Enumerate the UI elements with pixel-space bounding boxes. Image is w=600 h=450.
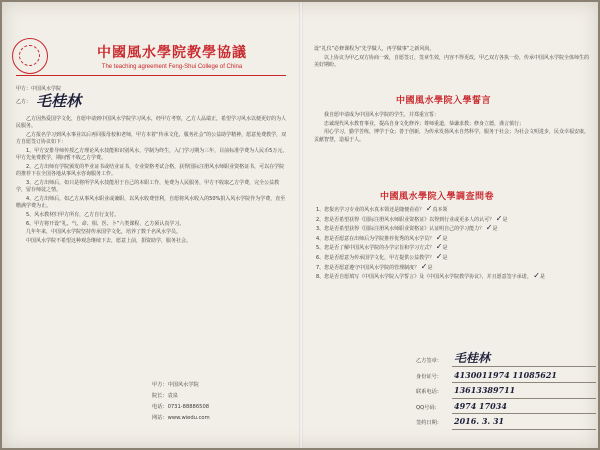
clause: 2、乙方出师有学院颁发的毕业证书或结业证书，专业资格考试合格，获得国际注册风水师职业资格证书，可以在学院的推荐下在全国各地从事风水咨询服务工作。 (16, 164, 285, 178)
checkmark-icon: ✓ (533, 272, 540, 281)
survey-answer: 是 (442, 254, 448, 261)
clause: 中国风水学院不希望这种观念继续下去，愿意上前，捐资助学，服务社会。 (26, 237, 192, 244)
survey-question: 1、您报名学习专业的风水真本领还是随便看看？ ✓真本领 (316, 205, 448, 213)
qq-number: 4974 17034 (452, 400, 596, 415)
oath-body: 我自愿申请成为中国风水学院的学生，并郑重宣誓： 忠诚现代风水教育事业，提高自身文化修养；尊师重道，恭谦求教；修身立德，谨言慎行； 用心学习，勤学苦练，博学于众；善于创新，为传承发扬风水自然科学，服务于社会；为社会文明进步，民众幸福安康，贡献智慧，造福于人。 (314, 112, 590, 143)
survey-answer: 是 (427, 264, 433, 271)
clause: 5、风水教材归甲方所有，乙方自行支付。 (26, 212, 120, 218)
checkmark-icon: ✓ (425, 205, 433, 213)
survey-question: 3、您是否希望获得《国际注册风水师职业资格证》认证明自己的学习能力？ ✓是 (316, 224, 498, 233)
survey-question: 7、您是否愿意遵守中国风水学院的管理制度？ ✓是 (316, 262, 433, 271)
survey-question: 6、您是否愿意为传承国学文化，甲方提供公益教学？ ✓是 (316, 252, 448, 261)
agreement-continuation: 设“礼仪”必修课程为“先学做人，再学做事”之新风尚。 以上协议为甲乙双方协商一致，自愿签订，签章生效，内容不得更改，甲乙双方各执一份，传承中国风水学院全体师生的美好期盼。 (314, 46, 590, 68)
survey-answer: 是 (442, 245, 448, 252)
party-a-name: 中国风水学院 (167, 382, 199, 388)
survey-answer: 是 (502, 216, 508, 223)
party-a-footer: 甲方：中国风水学院 院长：袁泉 电话：0731-88886508 网站：www.wiedu.com (152, 382, 210, 421)
right-page (304, 2, 598, 448)
clause: 6、甲方将开设“礼、气、命、相、医、卜”六类课程，乙方须认真学习。 (26, 220, 185, 227)
checkmark-icon: ✓ (485, 224, 493, 233)
sign-name-row: 乙方签章： 毛桂林 (416, 352, 596, 369)
survey-questions (316, 205, 591, 282)
left-page (2, 2, 298, 448)
clause: 几年年来，中国风水学院坚持传承国学文化，培养了数千名风水学员。 (26, 229, 182, 236)
survey-answer: 是 (442, 235, 448, 242)
checkmark-icon: ✓ (435, 243, 443, 252)
oath-title: 中國風水學院入學誓言 (396, 96, 492, 106)
page-fold (299, 2, 303, 448)
college-phone: 0731-88886508 (167, 404, 210, 410)
sign-id-row: 身份证号： 4130011974 11085621 (416, 369, 596, 385)
checkmark-icon: ✓ (435, 252, 443, 261)
party-b-signature-block (416, 352, 596, 431)
survey-answer: 真本领 (432, 207, 448, 213)
agreement-title: 中國風水學院教學協議 (97, 45, 247, 61)
party-a-line: 甲方：中国风水学院 (16, 86, 62, 92)
sign-date-row: 签约日期： 2016. 3. 31 (416, 415, 596, 431)
signature-name: 毛桂林 (452, 352, 596, 367)
sign-phone-row: 联系电话： 13613389711 (416, 384, 596, 400)
sign-qq-row: QQ号码： 4974 17034 (416, 400, 596, 416)
intro-paragraph: 乙方报名学习到风水事业以后再回报母校和老师，甲方本着“传承文化，服务社会”的公益助学精神，愿意免费教学，双方自愿签订协议如下： (16, 132, 287, 146)
phone-number: 13613389711 (452, 384, 596, 399)
survey-question: 8、您是否自愿填写《中国风水学院入学誓言》及《中国风水学院教学协议》，并且愿意签字承诺。 ✓是 (316, 272, 545, 281)
clause: 4、乙方出师后，如乙方从事风水职业或兼职，以风水收费营利，自愿将风水收入的50%捐入风水学院作为学费，直至缴满学费为止。 (16, 196, 286, 210)
survey-question: 5、您是否了解中国风水学院的办学宗旨和学习方式？ ✓是 (316, 243, 448, 252)
college-logo-icon (12, 38, 48, 74)
survey-title: 中國風水學院入學調查問卷 (380, 192, 495, 202)
survey-answer: 是 (492, 226, 498, 233)
clause: 1、甲方安排导师传授乙方理论风水技能和识别风水，学制为终生，入门学习期为三年，目前标准学费为人民币5万元，甲方先免费教学，期间暂不收乙方学费。 (16, 148, 288, 162)
checkmark-icon: ✓ (495, 214, 503, 223)
intro-paragraph: 乙方因热爱国学文化，自愿申请到中国风水学院学习风水，经甲方考察，乙方人品端正，希望学习风水以便更好的为人民服务。 (16, 116, 287, 130)
clause: 3、乙方出师后，如只是将所学风水技能用于自己的本职工作，免费为人民服务，甲方不收取乙方学费，完全公益教学，留存师徒之情。 (16, 180, 280, 194)
party-b-label: 乙方： (16, 99, 32, 105)
checkmark-icon: ✓ (435, 233, 443, 242)
title-divider (16, 75, 286, 76)
id-number: 4130011974 11085621 (452, 369, 596, 384)
checkmark-icon: ✓ (420, 262, 428, 271)
dean-name: 袁泉 (167, 393, 178, 399)
survey-question: 2、您是否希望获得《国际注册风水师职业资格证》以得到行业或更多人的认可？ ✓是 (316, 214, 508, 223)
agreement-body (16, 116, 288, 246)
sign-date: 2016. 3. 31 (452, 415, 596, 430)
party-b-signature: 毛桂林 (36, 92, 82, 110)
agreement-subtitle: The teaching agreement Feng-Shui College of China (101, 64, 243, 70)
survey-answer: 是 (539, 274, 545, 281)
agreement-document (2, 2, 598, 448)
college-website: www.wiedu.com (167, 415, 210, 421)
survey-question: 4、您是否愿意在出师后为学院推荐优秀的风水学员？ ✓是 (316, 233, 448, 242)
